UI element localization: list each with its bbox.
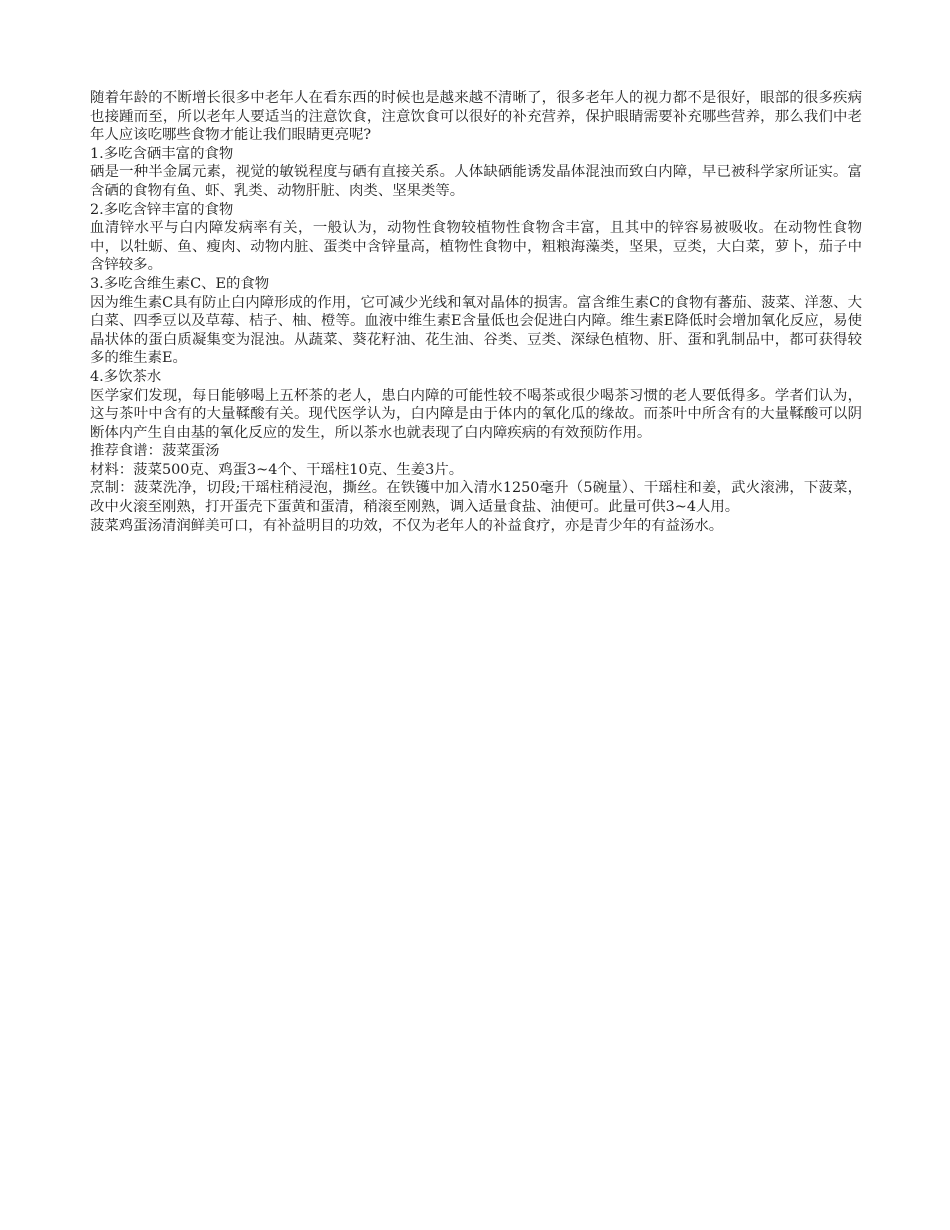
section-heading-zinc: 2.多吃含锌丰富的食物 [90, 201, 234, 218]
intro-paragraph: 随着年龄的不断增长很多中老年人在看东西的时候也是越来越不清晰了，很多老年人的视力都不是很好，眼部的很多疾病也接踵而至，所以老年人要适当的注意饮食，注意饮食可以很好的补充营养，保护眼睛需要补充哪些营养，那么我们中老年人应该吃哪些食物才能让我们眼睛更亮呢? [90, 90, 862, 144]
recipe-ingredients: 材料：菠菜500克、鸡蛋3~4个、干瑶柱10克、生姜3片。 [90, 461, 464, 478]
recipe-title: 推荐食谱：菠菜蛋汤 [90, 443, 220, 460]
section-body-vitamins: 因为维生素C具有防止白内障形成的作用，它可减少光线和氧对晶体的损害。富含维生素C的食物有蕃茄、菠菜、洋葱、大白菜、四季豆以及草莓、桔子、柚、橙等。血液中维生素E含量低也会促进白内障。维生素E降低时会增加氧化反应，易使晶状体的蛋白质凝集变为混浊。从蔬菜、葵花籽油、花生油、谷类、豆类、深绿色植物、肝、蛋和乳制品中，都可获得较多的维生素E。 [90, 294, 862, 367]
section-heading-tea: 4.多饮茶水 [90, 368, 162, 385]
article-body [90, 89, 862, 535]
section-body-tea: 医学家们发现，每日能够喝上五杯茶的老人，患白内障的可能性较不喝茶或很少喝茶习惯的老人要低得多。学者们认为，这与茶叶中含有的大量鞣酸有关。现代医学认为，白内障是由于体内的氧化瓜的缘故。而茶叶中所含有的大量鞣酸可以阴断体内产生自由基的氧化反应的发生，所以茶水也就表现了白内障疾病的有效预防作用。 [90, 387, 862, 441]
recipe-method: 烹制：菠菜洗净，切段;干瑶柱稍浸泡，撕丝。在铁镬中加入清水1250毫升（5碗量）、干瑶柱和姜，武火滚沸，下菠菜，改中火滚至刚熟，打开蛋壳下蛋黄和蛋清，稍滚至刚熟，调入适量食盐、油便可。此量可供3~4人用。 [90, 480, 862, 516]
section-heading-vitamins: 3.多吃含维生素C、E的食物 [90, 275, 270, 292]
section-body-zinc: 血清锌水平与白内障发病率有关，一般认为，动物性食物较植物性食物含丰富，且其中的锌容易被吸收。在动物性食物中，以牡蛎、鱼、瘦肉、动物内脏、蛋类中含锌量高，植物性食物中，粗粮海藻类，坚果，豆类，大白菜，萝卜，茄子中含锌较多。 [90, 220, 862, 274]
recipe-note: 菠菜鸡蛋汤清润鲜美可口，有补益明目的功效，不仅为老年人的补益食疗，亦是青少年的有益汤水。 [90, 517, 724, 534]
section-body-selenium: 硒是一种半金属元素，视觉的敏锐程度与硒有直接关系。人体缺硒能诱发晶体混浊而致白内障，早已被科学家所证实。富含硒的食物有鱼、虾、乳类、动物肝脏、肉类、坚果类等。 [90, 164, 862, 199]
section-heading-selenium: 1.多吃含硒丰富的食物 [90, 145, 234, 162]
